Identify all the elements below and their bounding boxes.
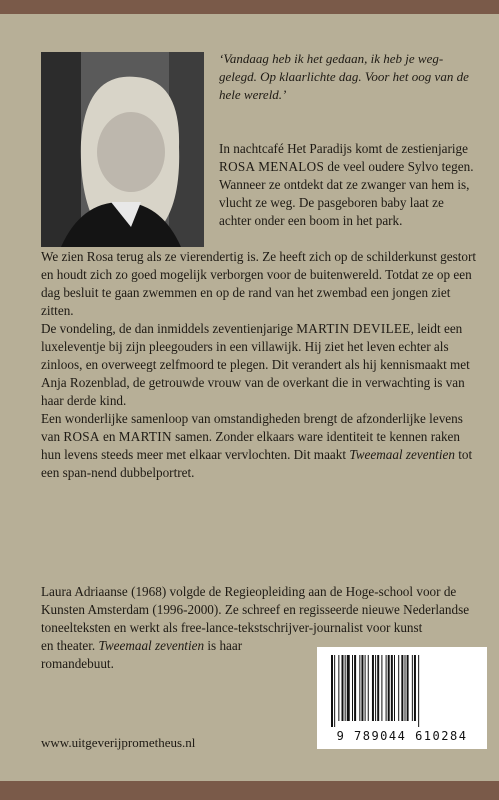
bottom-color-band: [0, 781, 499, 800]
isbn-number: 9 789044 610284: [336, 729, 468, 743]
author-photo: [41, 52, 204, 247]
quote-text: ‘Vandaag heb ik het gedaan, ik heb je weg-gelegd. Op klaarlichte dag. Voor het oog van de hele wereld.’: [219, 51, 469, 102]
top-color-band: [0, 0, 499, 14]
blurb-body: [41, 248, 481, 482]
blurb-paragraph-3: Een wonderlijke samenloop van omstandigheden brengt de afzonderlijke levens van ROSA en MARTIN samen. Zonder elkaars ware identiteit te kennen raken hun levens steeds meer met elkaar vervlochten. Dit maakt Tweemaal zeventien tot een span-nend dubbelportret.: [41, 411, 473, 480]
book-title: Tweemaal zeventien: [349, 447, 455, 462]
blurb-paragraph-2: We zien Rosa terug als ze vierendertig is. Ze heeft zich op de schilderkunst gestort en houdt zich zo goed mogelijk verborgen voor de buitenwereld. Totdat ze op een dag besluit te gaan zwemmen en op de rand van het zwembad een jongen ziet zitten. De vondeling, de dan inmiddels zeventienjarige MARTIN DEVILEE, leidt een luxeleventje bij zijn pleegouders in een villawijk. Hij ziet het leven echter als zinloos, en overweegt zelfmoord te plegen. Dit verandert als hij kennismaakt met Anja Rozenblad, de getrouwde vrouw van de overkant die in verwachting is van haar derde kind.: [41, 249, 477, 408]
name-martin-devilee: MARTIN DEVILEE: [296, 321, 411, 336]
publisher-website[interactable]: www.uitgeverijprometheus.nl: [41, 735, 196, 750]
barcode-bars: [327, 655, 477, 727]
name-rosa-menalos: ROSA MENALOS: [219, 159, 325, 174]
isbn-barcode: [317, 647, 487, 749]
author-bio: Laura Adriaanse (1968) volgde de Regieopleiding aan de Hoge-school voor de Kunsten Amsterdam (1996-2000). Ze schreef en regisseerde nieuwe Nederlandse toneelteksten en werkt als free-lance-tekstschrijver-journalist voor kunst en theater. Tweemaal zeventien is haar romandebuut.: [41, 584, 470, 671]
blurb-paragraph-1: In nachtcafé Het Paradijs komt de zestienjarige ROSA MENALOS de veel oudere Sylvo tegen. Wanneer ze ontdekt dat ze zwanger van hem is, vlucht ze weg. De pasgeboren baby laat ze achter onder een boom in het park.: [219, 141, 474, 228]
